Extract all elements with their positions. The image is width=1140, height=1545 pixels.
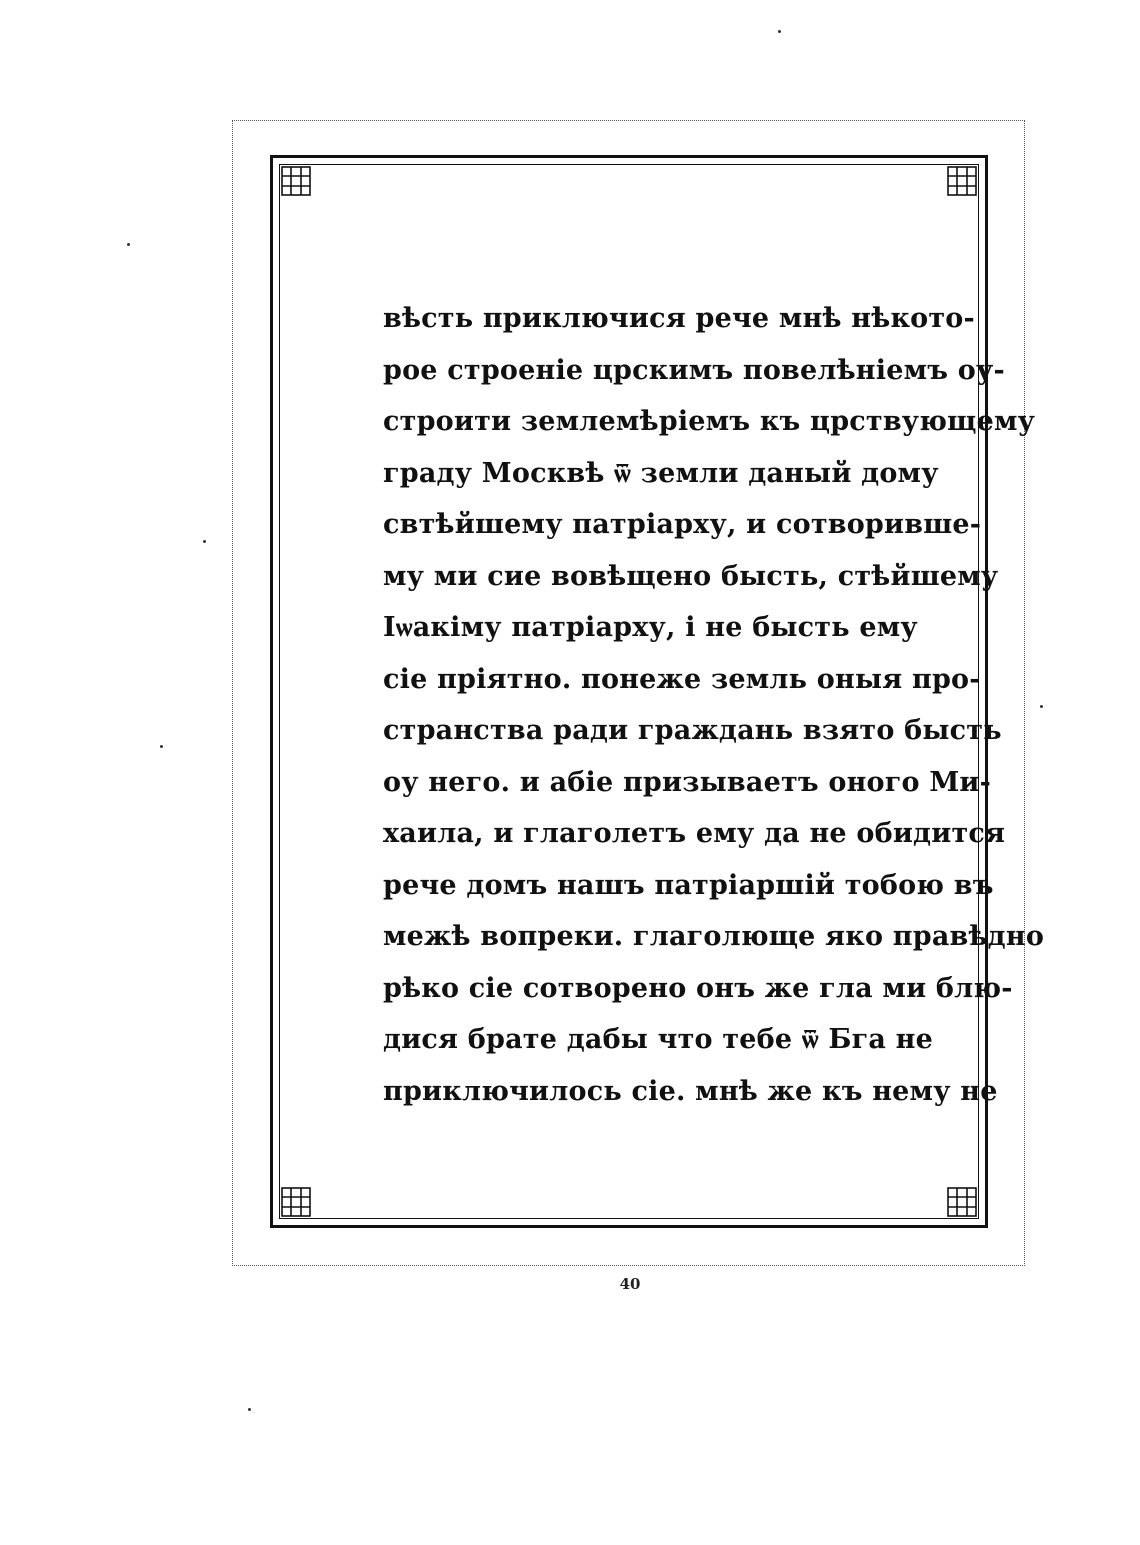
body-text: [383, 293, 1045, 1117]
scan-speck: [160, 745, 163, 748]
scan-speck: [248, 1408, 251, 1411]
text-line: странства ради граждань взято бысть: [383, 715, 1002, 746]
text-line: рое строеніе црскимъ повелѣніемъ оу-: [383, 354, 1005, 386]
text-line: рѣко сіе сотворено онъ же гла ми блю-: [383, 972, 1013, 1004]
text-line: оу него. и абіе призываетъ оного Ми-: [383, 766, 992, 798]
text-line: дися брате дабы что тебе ѿ Бга не: [383, 1024, 934, 1055]
text-line: строити землемѣріемъ къ црствующему: [383, 406, 1036, 437]
text-line: приключилось сіе. мнѣ же къ нему не: [383, 1075, 998, 1107]
text-line: рече домъ нашъ патріаршій тобою въ: [383, 869, 994, 901]
text-line: граду Москвѣ ѿ земли даный дому: [383, 457, 939, 489]
scan-speck: [127, 243, 130, 246]
page-number: 40: [619, 1275, 641, 1293]
text-line: му ми сие вовѣщено бысть, стѣйшему: [383, 560, 999, 592]
text-line: вѣсть приключися рече мнѣ нѣкото-: [383, 303, 975, 334]
text-line: межѣ вопреки. глаголюще яко правѣдно: [383, 921, 1045, 952]
corner-ornament-icon: [945, 1185, 979, 1219]
text-line: сіе пріятно. понеже земль оныя про-: [383, 663, 981, 695]
corner-ornament-icon: [279, 164, 313, 198]
scan-speck: [778, 30, 781, 33]
corner-ornament-icon: [945, 164, 979, 198]
text-line: Іѡакіму патріарху, і не бысть ему: [383, 612, 918, 643]
text-line: свтѣйшему патріарху, и сотворивше-: [383, 509, 982, 540]
corner-ornament-icon: [279, 1185, 313, 1219]
scan-speck: [203, 540, 206, 543]
scan-speck: [1040, 705, 1043, 708]
text-line: хаила, и глаголетъ ему да не обидится: [383, 818, 1006, 849]
